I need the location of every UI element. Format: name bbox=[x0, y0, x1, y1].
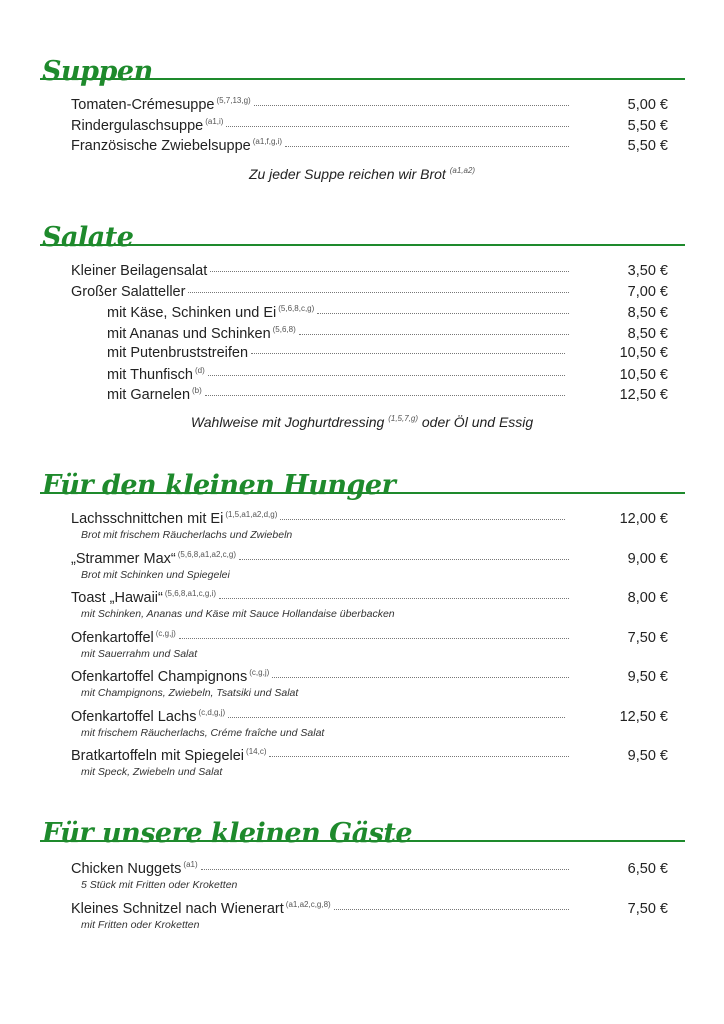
dot-leader bbox=[219, 598, 569, 599]
item-name bbox=[71, 629, 176, 646]
item-name-text: Ofenkartoffel Lachs bbox=[71, 708, 197, 725]
item-price: 12,50 € bbox=[619, 708, 668, 725]
menu-item bbox=[71, 747, 668, 767]
item-description: Brot mit Schinken und Spiegelei bbox=[81, 568, 230, 581]
item-allergens: (a1,a2,c,g,8) bbox=[285, 899, 331, 909]
item-name bbox=[71, 668, 269, 685]
item-allergens: (c,d,g,j) bbox=[198, 707, 226, 717]
item-name-text: Kleines Schnitzel nach Wienerart bbox=[71, 900, 284, 917]
menu-item bbox=[107, 304, 668, 324]
dot-leader bbox=[210, 271, 569, 272]
item-description: mit frischem Räucherlachs, Créme fraîche und Salat bbox=[81, 726, 325, 739]
item-description: mit Speck, Zwiebeln und Salat bbox=[81, 766, 223, 778]
dot-leader bbox=[228, 717, 564, 718]
item-name bbox=[71, 589, 216, 606]
menu-item bbox=[107, 386, 668, 406]
dot-leader bbox=[334, 909, 569, 910]
dot-leader bbox=[208, 375, 565, 376]
item-name-text: mit Putenbruststreifen bbox=[107, 345, 249, 361]
item-name-text: Toast „Hawaii“ bbox=[71, 590, 163, 606]
item-name bbox=[71, 550, 236, 567]
item-name-text: Kleiner Beilagensalat bbox=[71, 263, 208, 279]
dot-leader bbox=[272, 677, 569, 678]
dot-leader bbox=[254, 105, 569, 106]
item-name-text: Rindergulaschsuppe bbox=[71, 117, 204, 134]
menu-item bbox=[71, 629, 668, 649]
dot-leader bbox=[285, 146, 569, 147]
item-price: 9,50 € bbox=[627, 669, 668, 685]
dot-leader bbox=[239, 559, 569, 560]
note-text-after: oder Öl und Essig bbox=[421, 414, 534, 430]
item-name-text: Chicken Nuggets bbox=[71, 861, 182, 877]
item-price: 7,50 € bbox=[627, 629, 668, 646]
section-title: Suppen bbox=[42, 56, 153, 87]
item-allergens: (a1,i) bbox=[205, 116, 224, 126]
dot-leader bbox=[280, 519, 564, 520]
item-description: mit Fritten oder Kroketten bbox=[81, 918, 200, 931]
item-description: mit Champignons, Zwiebeln, Tsatsiki und Salat bbox=[81, 687, 299, 699]
menu-item bbox=[71, 263, 668, 283]
menu-item bbox=[71, 550, 668, 570]
item-price: 10,50 € bbox=[619, 345, 668, 361]
item-name-text: Französische Zwiebelsuppe bbox=[71, 138, 251, 154]
item-price: 8,50 € bbox=[627, 325, 668, 342]
item-name bbox=[71, 900, 331, 917]
dot-leader bbox=[188, 292, 569, 293]
section-heading bbox=[40, 464, 685, 501]
dot-leader bbox=[201, 869, 569, 870]
item-allergens: (5,6,8,a1,c,g,i) bbox=[164, 589, 216, 598]
item-allergens: (c,g,j) bbox=[155, 628, 176, 638]
item-name bbox=[71, 96, 251, 113]
item-name-text: Lachsschnittchen mit Ei bbox=[71, 511, 224, 527]
item-price: 7,00 € bbox=[627, 283, 668, 300]
item-description: Brot mit frischem Räucherlachs und Zwiebeln bbox=[81, 529, 293, 541]
item-description: mit Schinken, Ananas und Käse mit Sauce Hollandaise überbacken bbox=[81, 608, 395, 620]
section-title: Für den kleinen Hunger bbox=[42, 470, 396, 501]
dot-leader bbox=[179, 638, 569, 639]
item-name bbox=[71, 137, 282, 154]
section-title: Salate bbox=[42, 222, 134, 253]
item-name bbox=[107, 345, 248, 361]
item-allergens: (a1) bbox=[183, 860, 198, 869]
menu-item bbox=[71, 668, 668, 688]
item-price: 12,50 € bbox=[619, 387, 668, 403]
item-name bbox=[71, 708, 225, 725]
menu-item bbox=[107, 366, 668, 386]
note-text: Zu jeder Suppe reichen wir Brot bbox=[248, 166, 446, 182]
dot-leader bbox=[269, 756, 569, 757]
item-price: 7,50 € bbox=[627, 900, 668, 917]
item-price: 10,50 € bbox=[619, 366, 668, 383]
menu-item bbox=[71, 900, 668, 920]
item-name bbox=[107, 366, 205, 383]
note-text: Wahlweise mit Joghurtdressing bbox=[190, 414, 385, 430]
item-name-text: Ofenkartoffel bbox=[71, 629, 154, 646]
section-heading bbox=[40, 216, 685, 253]
item-allergens: (d) bbox=[194, 365, 205, 375]
section-title: Für unsere kleinen Gäste bbox=[42, 818, 413, 849]
menu-item bbox=[71, 510, 668, 530]
item-price: 9,50 € bbox=[627, 748, 668, 764]
item-allergens: (5,6,8) bbox=[272, 324, 296, 334]
item-name bbox=[107, 386, 202, 403]
item-description: mit Sauerrahm und Salat bbox=[81, 647, 198, 660]
note-allergens: (1,5,7,g) bbox=[388, 414, 418, 423]
item-allergens: (c,g,j) bbox=[249, 668, 270, 677]
item-name-text: mit Käse, Schinken und Ei bbox=[107, 305, 277, 321]
item-name-text: Großer Salatteller bbox=[71, 283, 186, 300]
item-description: 5 Stück mit Fritten oder Kroketten bbox=[81, 879, 238, 891]
item-price: 5,50 € bbox=[627, 117, 668, 134]
menu-item bbox=[71, 96, 668, 116]
item-price: 3,50 € bbox=[627, 263, 668, 279]
item-name-text: „Strammer Max“ bbox=[71, 550, 176, 567]
section-note bbox=[0, 166, 724, 182]
item-name-text: Bratkartoffeln mit Spiegelei bbox=[71, 748, 245, 764]
menu-item bbox=[107, 345, 668, 365]
item-price: 8,00 € bbox=[627, 590, 668, 606]
section-heading bbox=[40, 50, 685, 87]
dot-leader bbox=[226, 126, 569, 127]
item-name-text: Ofenkartoffel Champignons bbox=[71, 669, 248, 685]
item-price: 12,00 € bbox=[619, 511, 668, 527]
item-name bbox=[71, 510, 277, 527]
section-note bbox=[0, 414, 724, 430]
item-name bbox=[71, 284, 185, 300]
menu-item bbox=[71, 708, 668, 728]
menu-item bbox=[71, 117, 668, 137]
item-price: 9,00 € bbox=[627, 550, 668, 567]
item-name bbox=[71, 117, 223, 134]
item-allergens: (5,6,8,a1,a2,c,g) bbox=[177, 549, 236, 559]
dot-leader bbox=[317, 313, 569, 314]
item-name-text: mit Ananas und Schinken bbox=[107, 325, 271, 342]
menu-item bbox=[71, 589, 668, 609]
item-name bbox=[71, 860, 198, 877]
menu-item bbox=[71, 860, 668, 880]
menu-item bbox=[107, 325, 668, 345]
item-name bbox=[71, 747, 266, 764]
item-price: 5,50 € bbox=[627, 138, 668, 154]
item-name-text: Tomaten-Crémesuppe bbox=[71, 97, 215, 113]
item-allergens: (b) bbox=[192, 386, 202, 395]
item-name bbox=[107, 325, 296, 342]
item-allergens: (14,c) bbox=[246, 747, 267, 756]
item-name bbox=[107, 304, 314, 321]
item-price: 6,50 € bbox=[627, 861, 668, 877]
item-name-text: mit Thunfisch bbox=[107, 366, 193, 383]
dot-leader bbox=[251, 353, 565, 354]
item-allergens: (1,5,a1,a2,d,g) bbox=[225, 510, 278, 519]
note-allergens: (a1,a2) bbox=[449, 166, 476, 175]
item-name-text: mit Garnelen bbox=[107, 387, 191, 403]
dot-leader bbox=[205, 395, 565, 396]
menu-item bbox=[71, 137, 668, 157]
dot-leader bbox=[299, 334, 569, 335]
section-heading bbox=[40, 812, 685, 849]
item-price: 5,00 € bbox=[627, 97, 668, 113]
item-allergens: (a1,f,g,i) bbox=[252, 137, 283, 146]
item-allergens: (5,7,13,g) bbox=[216, 96, 251, 105]
item-name bbox=[71, 263, 207, 279]
item-price: 8,50 € bbox=[627, 305, 668, 321]
item-allergens: (5,6,8,c,g) bbox=[278, 304, 315, 313]
menu-item bbox=[71, 284, 668, 304]
